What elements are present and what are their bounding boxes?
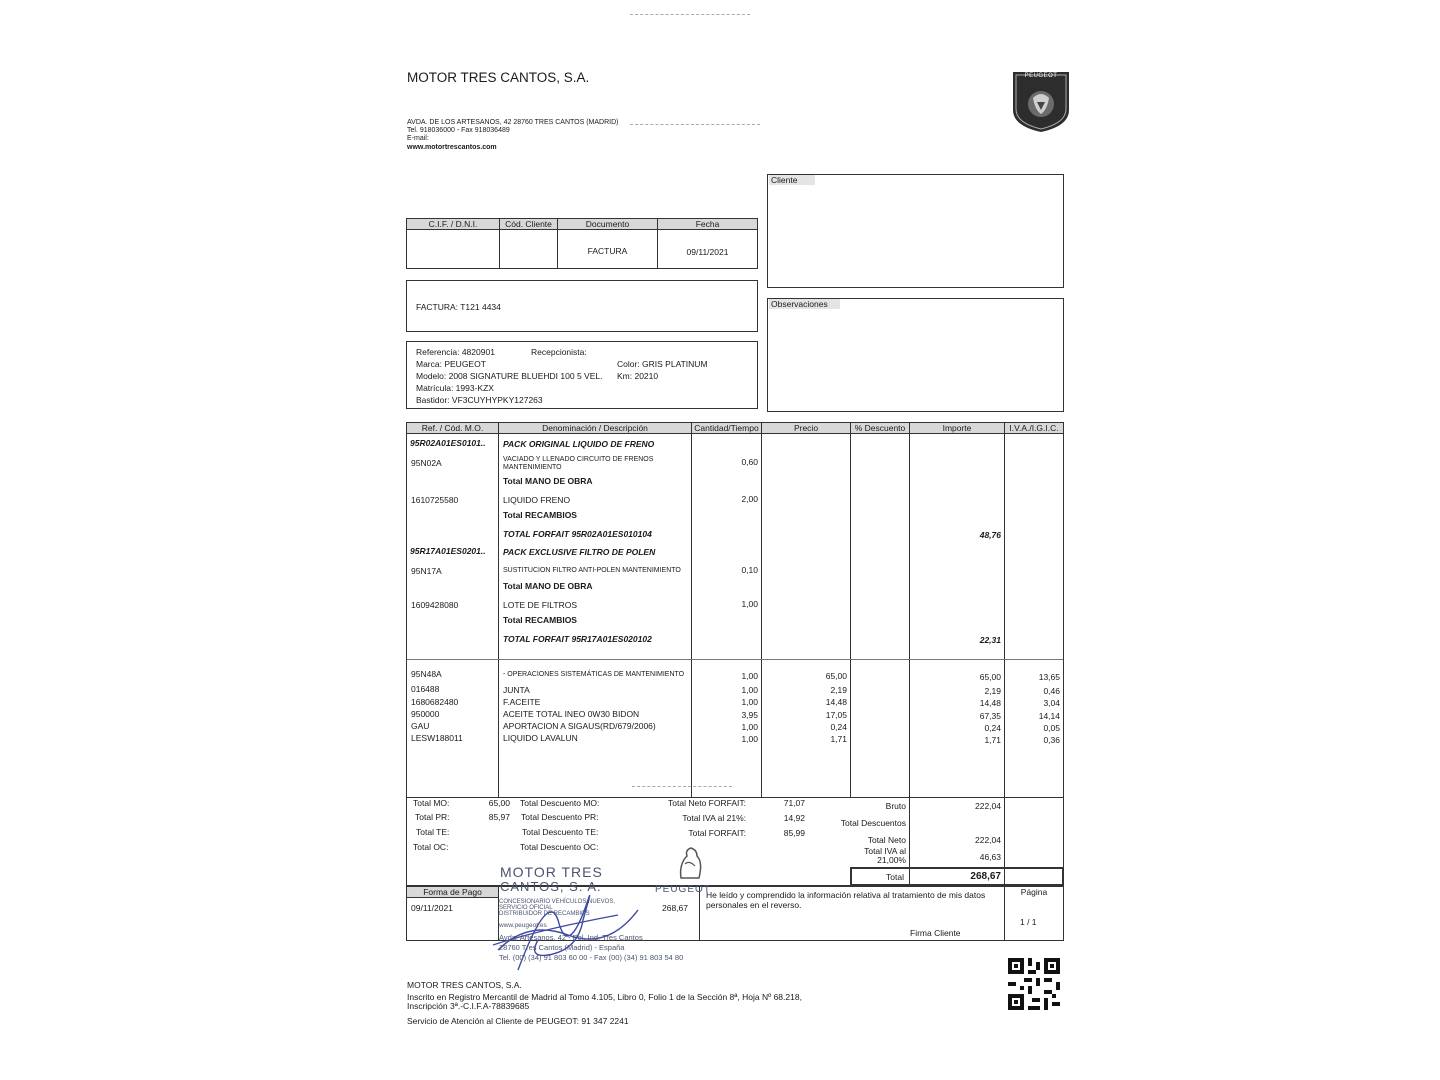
total-mo-label: Total MO: [413,798,450,808]
forfait1-total-label: TOTAL FORFAIT 95R02A01ES010104 [503,529,652,539]
firma-cliente[interactable]: Firma Cliente [910,928,961,938]
privacy-notice: He leído y comprendido la información relativa al tratamiento de mis datos personales en el reverso. [706,890,986,910]
col-cantidad: Cantidad/Tiempo [692,423,761,434]
forfait2-mo-ref: 95N17A [411,566,442,576]
line-qty: 1,00 [741,671,758,681]
factura-number: FACTURA: T121 4434 [416,302,501,312]
cliente-label: Cliente [769,175,815,185]
vehicle-referencia: Referencia: 4820901 [416,347,495,357]
line-qty: 1,00 [741,722,758,732]
line-ref: 016488 [411,684,440,694]
forfait2-pr-total: Total RECAMBIOS [503,615,577,625]
qr-code[interactable] [1008,958,1060,1010]
observaciones-label: Observaciones [769,299,840,309]
total-neto-value: 222,04 [975,835,1001,845]
total-forfait-label: Total FORFAIT: [688,828,746,838]
stamp-line4: SERVICIO OFICIAL [499,905,553,911]
header-fecha: Fecha [658,219,757,230]
payment-amount: 268,67 [662,903,688,913]
line-iva: 14,14 [1038,711,1060,721]
col-precio: Precio [762,423,850,434]
vehicle-marca: Marca: PEUGEOT [416,359,486,369]
peugeot-logo-text: PEUGEOT [1024,73,1058,79]
line-importe: 14,48 [979,698,1001,708]
observaciones-box [767,298,1064,412]
line-importe: 1,71 [984,735,1001,745]
vehicle-modelo: Modelo: 2008 SIGNATURE BLUEHDI 100 5 VEL. [416,371,603,381]
line-iva: 0,46 [1043,686,1060,696]
total-descuento-mo: Total Descuento MO: [520,798,600,808]
forfait2-pr-ref: 1609428080 [411,600,459,610]
line-qty: 3,95 [741,710,758,720]
line-precio: 14,48 [825,697,847,707]
vehicle-color: Color: GRIS PLATINUM [617,359,708,369]
forfait2-importe: 22,31 [979,635,1001,645]
footer-inscripcion: Inscripción 3ª.-C.I.F.A-78839685 [407,1001,530,1011]
forfait2-total-label: TOTAL FORFAIT 95R17A01ES020102 [503,634,652,644]
vehicle-recepcionista: Recepcionista: [531,347,587,357]
forfait1-pr-qty: 2,00 [741,494,758,504]
total-iva-label-1: Total IVA al [864,846,906,856]
total-forfait-value: 85,99 [783,828,805,838]
total-label: Total [886,872,904,882]
line-qty: 1,00 [741,697,758,707]
line-ref: 1680682480 [411,697,459,707]
total-iva21-value: 14,92 [783,813,805,823]
stamp-line2: CANTOS, S. A. [500,879,602,894]
footer-registro: Inscrito en Registro Mercantil de Madrid al Tomo 4.105, Libro 0, Folio 1 de la Sección 8ª, Hoja Nº 68.218, [407,992,802,1002]
line-desc: - OPERACIONES SISTEMÁTICAS DE MANTENIMIENTO [503,671,685,678]
forfait1-importe: 48,76 [979,530,1001,540]
line-desc: JUNTA [503,685,530,695]
forfait2-title: PACK EXCLUSIVE FILTRO DE POLEN [503,547,656,557]
total-descuento-te: Total Descuento TE: [522,827,599,837]
line-importe: 2,19 [984,686,1001,696]
col-descripcion: Denominación / Descripción [499,423,691,434]
stamp-line9: Tel. (00) (34) 91 803 60 00 - Fax (00) (34) 91 803 54 80 [499,953,684,962]
stamp-line8: 28760 Tres Cantos (Madrid) - España [499,943,625,952]
vehicle-matricula: Matrícula: 1993-KZX [416,383,494,393]
forfait1-mo-qty: 0,60 [741,457,758,467]
forfait1-title: PACK ORIGINAL LIQUIDO DE FRENO [503,439,655,449]
pagina-value: 1 / 1 [1020,917,1037,927]
vehicle-km: Km: 20210 [617,371,659,381]
line-desc: APORTACION A SIGAUS(RD/679/2006) [503,721,656,731]
forfait2-pr-desc: LOTE DE FILTROS [503,600,577,610]
stamp-brand: PEUGEOT [655,884,711,895]
documento-value: FACTURA [587,246,628,256]
forfait1-pr-total: Total RECAMBIOS [503,510,577,520]
peugeot-lion-icon [1011,70,1071,134]
fecha-value: 09/11/2021 [686,247,729,257]
cliente-box [767,174,1064,288]
line-qty: 1,00 [741,734,758,744]
peugeot-logo [1011,70,1071,134]
line-qty: 1,00 [741,685,758,695]
total-iva-label-2: 21,00% [877,855,906,865]
company-web[interactable]: www.motortrescantos.com [407,144,497,151]
stamp-lion-icon [671,844,707,882]
header-cif: C.I.F. / D.N.I. [407,219,499,230]
footer-servicio: Servicio de Atención al Cliente de PEUGEOT: 91 347 2241 [407,1016,629,1026]
vehicle-bastidor: Bastidor: VF3CUYHYPKY127263 [416,395,543,405]
line-precio: 0,24 [830,722,847,732]
line-desc: ACEITE TOTAL INEO 0W30 BIDON [503,709,640,719]
line-precio: 1,71 [830,734,847,744]
total-descuentos-label: Total Descuentos [840,818,906,828]
forfait1-pr-ref: 1610725580 [411,495,459,505]
stamp-line5: DISTRIBUIDOR DE RECAMBIOS [499,911,590,917]
total-neto-forfait-value: 71,07 [783,798,805,808]
stamp-line3: CONCESIONARIO VEHÍCULOS NUEVOS, [499,899,616,905]
line-precio: 2,19 [830,685,847,695]
forfait1-mo-total: Total MANO DE OBRA [503,476,593,486]
company-phone: Tel. 918036000 - Fax 918036489 [407,127,510,134]
company-email: E-mail: [407,135,429,142]
header-documento: Documento [558,219,657,230]
line-desc: LIQUIDO LAVALUN [503,733,578,743]
col-importe: Importe [910,423,1004,434]
total-pr-value: 85,97 [488,812,510,822]
header-cod-cliente: Cód. Cliente [500,219,557,230]
total-descuento-oc: Total Descuento OC: [520,842,599,852]
line-desc: F.ACEITE [503,697,541,707]
line-iva: 0,05 [1043,723,1060,733]
line-ref: 950000 [411,709,440,719]
forma-pago-label: Forma de Pago [407,887,498,898]
forfait1-mo-desc: VACIADO Y LLENADO CIRCUITO DE FRENOS MANTENIMIENTO [503,456,654,471]
forfait2-pr-qty: 1,00 [741,599,758,609]
forfait1-pr-desc: LIQUIDO FRENO [503,495,571,505]
line-ref: GAU [411,721,430,731]
col-descuento: % Descuento [851,423,909,434]
company-address: AVDA. DE LOS ARTESANOS, 42 28760 TRES CANTOS (MADRID) [407,119,619,126]
total-mo-value: 65,00 [488,798,510,808]
total-te-label: Total TE: [416,827,450,837]
forfait2-mo-total: Total MANO DE OBRA [503,581,593,591]
total-pr-label: Total PR: [415,812,450,822]
line-iva: 13,65 [1038,672,1060,682]
forfait1-mo-ref: 95N02A [411,458,442,468]
col-ref: Ref. / Cód. M.O. [407,423,498,434]
total-iva21-label: Total IVA al 21%: [682,813,746,823]
forfait1-ref: 95R02A01ES0101.. [410,438,486,448]
stamp-line1: MOTOR TRES [500,864,603,880]
line-importe: 67,35 [979,711,1001,721]
forfait2-mo-qty: 0,10 [741,565,758,575]
forfait2-ref: 95R17A01ES0201.. [410,546,486,556]
total-iva-value: 46,63 [979,852,1001,862]
bruto-label: Bruto [885,801,906,811]
forfait2-mo-desc: SUSTITUCION FILTRO ANTI-POLEN MANTENIMIENTO [503,567,681,574]
col-iva: I.V.A./I.G.I.C. [1005,423,1063,434]
pagina-label: Página [1005,887,1063,897]
total-descuento-pr: Total Descuento PR: [521,812,599,822]
total-neto-label: Total Neto [867,835,906,845]
signature-scribble [488,880,658,980]
bruto-value: 222,04 [975,801,1001,811]
line-iva: 0,36 [1043,735,1060,745]
company-name: MOTOR TRES CANTOS, S.A. [407,70,590,85]
stamp-line7: Avda. Artesanos, 42 - Pol. Ind. Tres Cantos [499,933,643,942]
line-importe: 0,24 [984,723,1001,733]
total-neto-forfait-label: Total Neto FORFAIT: [668,798,746,808]
line-iva: 3,04 [1043,698,1060,708]
line-precio: 17,05 [825,710,847,720]
line-importe: 65,00 [979,672,1001,682]
stamp-line6: www.peugeot.es [499,922,547,929]
line-ref: 95N48A [411,669,442,679]
line-ref: LESW188011 [411,733,463,743]
line-precio: 65,00 [825,671,847,681]
total-oc-label: Total OC: [413,842,449,852]
payment-date: 09/11/2021 [411,903,453,913]
total-value: 268,67 [970,871,1001,882]
footer-company-name: MOTOR TRES CANTOS, S.A. [407,980,522,990]
